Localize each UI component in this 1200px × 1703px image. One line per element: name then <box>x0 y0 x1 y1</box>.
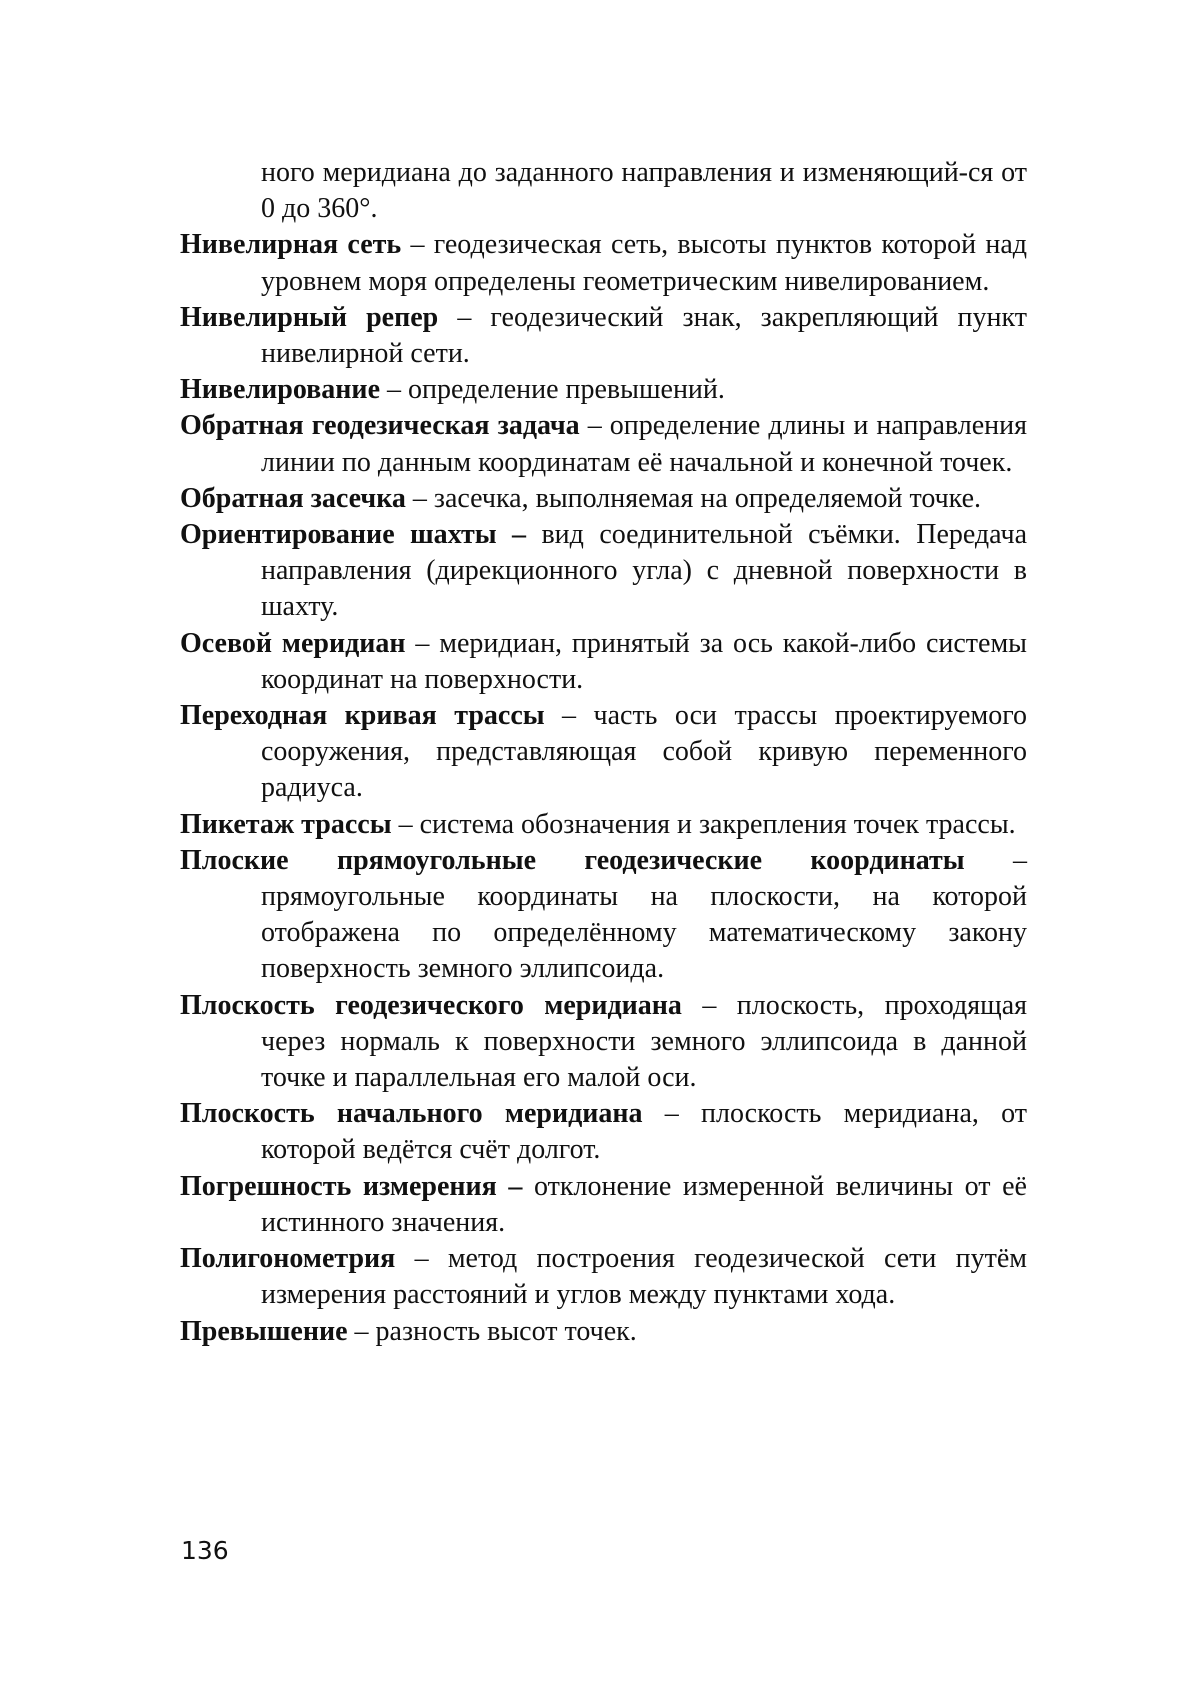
glossary-definition: – меридиан, принятый за ось какой-либо системы координат на поверхности. <box>261 627 1027 695</box>
glossary-entry <box>180 372 1027 408</box>
glossary-term: Осевой меридиан <box>180 627 406 659</box>
glossary-entry <box>180 1096 1027 1168</box>
glossary-definition: – определение превышений. <box>380 374 725 406</box>
glossary-term: Нивелирная сеть <box>180 229 402 261</box>
glossary-definition: – разность высот точек. <box>347 1315 637 1347</box>
glossary-term: Обратная геодезическая задача <box>180 410 580 442</box>
glossary-term: Обратная засечка <box>180 482 406 514</box>
glossary-entry <box>180 626 1027 698</box>
glossary-term: Плоские прямоугольные геодезические координаты <box>180 844 965 876</box>
glossary-definition: – метод построения геодезической сети путём измерения расстояний и углов между пунктами хода. <box>261 1243 1027 1311</box>
glossary-term: Превышение <box>180 1315 348 1347</box>
glossary-term: Переходная кривая трассы <box>180 700 545 732</box>
glossary-definition: – система обозначения и закрепления точек трассы. <box>391 808 1016 840</box>
glossary-definition: вид соединительной съёмки. Передача направления (дирекционного угла) с дневной поверхности в шахту. <box>261 519 1027 623</box>
glossary-term: Погрешность измерения – <box>180 1170 523 1202</box>
glossary-definition: – плоскость, проходящая через нормаль к поверхности земного эллипсоида в данной точке и параллельная его малой оси. <box>261 989 1027 1094</box>
glossary-entry <box>180 408 1027 480</box>
glossary-term: Ориентирование шахты – <box>180 519 527 551</box>
glossary-entry <box>180 227 1027 299</box>
page-number: 136 <box>181 1536 229 1565</box>
glossary-definition: – геодезический знак, закрепляющий пункт нивелирной сети. <box>261 301 1027 370</box>
glossary-definition: – определение длины и направления линии по данным координатам её начальной и конечной точек. <box>261 410 1027 478</box>
glossary-entry <box>180 843 1027 988</box>
glossary-definition: отклонение измеренной величины от её истинного значения. <box>261 1170 1027 1238</box>
glossary-definition: – часть оси трассы проектируемого сооружения, представляющая собой кривую переменного радиуса. <box>261 700 1027 804</box>
continued-definition: ного меридиана до заданного направления и изменяющий-ся от 0 до 360°. <box>261 157 1027 225</box>
glossary-entry <box>180 481 1027 517</box>
glossary-term: Полигонометрия <box>180 1243 396 1275</box>
glossary-entry <box>180 517 1027 626</box>
glossary-definition: – плоскость меридиана, от которой ведётся счёт долгот. <box>261 1098 1027 1166</box>
glossary-entry <box>180 1314 1027 1350</box>
glossary-entry <box>180 1169 1027 1241</box>
glossary-entry <box>180 1241 1027 1313</box>
glossary-term: Нивелирование <box>180 374 380 406</box>
glossary-entry <box>180 698 1027 807</box>
glossary-term: Плоскость начального меридиана <box>180 1098 643 1130</box>
glossary-term: Пикетаж трассы <box>180 808 392 840</box>
glossary-definition: – прямоугольные координаты на плоскости, на которой отображена по определённому математическому закону поверхность земного эллипсоида. <box>261 844 1027 985</box>
glossary-entry <box>180 807 1027 843</box>
glossary-entry <box>180 300 1027 372</box>
glossary-term: Нивелирный репер <box>180 301 439 333</box>
glossary-term: Плоскость геодезического меридиана <box>180 989 682 1021</box>
glossary-entry <box>180 988 1027 1097</box>
glossary-definition: – геодезическая сеть, высоты пунктов которой над уровнем моря определены геометрическим нивелированием. <box>261 229 1028 297</box>
glossary-definition: – засечка, выполняемая на определяемой точке. <box>405 482 982 514</box>
glossary-text <box>180 155 1027 1350</box>
